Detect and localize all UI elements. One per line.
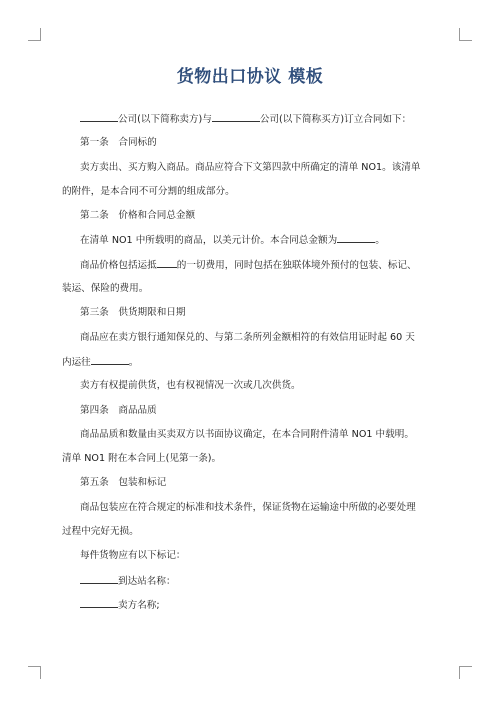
paragraph-line: 过程中完好无损。 (62, 526, 139, 538)
crop-mark-bottom-left (28, 666, 41, 679)
paragraph-line: 装运、保险的费用。 (62, 283, 149, 295)
intro-line: 公司(以下简称卖方)与 公司(以下简称买方)订立合同如下： (62, 112, 440, 125)
article-5-heading: 第五条 包装和标记 (80, 477, 167, 489)
paragraph-line: 内运往 。 (62, 356, 139, 368)
article-3-heading: 第三条 供货期限和日期 (80, 307, 186, 319)
paragraph-line: 卖方有权提前供货，也有权视情况一次或几次供货。 (80, 380, 301, 392)
crop-mark-bottom-right (459, 666, 472, 679)
station-name-blank[interactable] (80, 574, 118, 584)
crop-mark-top-right (459, 28, 472, 41)
article-2-heading: 第二条 价格和合同总金额 (80, 210, 196, 222)
crop-mark-top-left (28, 28, 41, 41)
paragraph-line: 商品价格包括运抵 的一切费用，同时包括在独联体境外预付的包装、标记、 (80, 259, 417, 271)
paragraph-line: 清单 NO1 附在本合同上(见第一条)。 (62, 453, 222, 465)
destination-blank[interactable] (157, 258, 177, 268)
paragraph-line: 每件货物应有以下标记： (80, 550, 186, 562)
total-amount-blank[interactable] (337, 233, 375, 243)
seller-company-blank[interactable] (80, 112, 118, 122)
article-1-heading: 第一条 合同标的 (80, 137, 157, 149)
document-title: 货物出口协议 模板 (176, 67, 324, 87)
paragraph-line: 商品应在卖方银行通知保兑的、与第二条所列金额相符的有效信用证时起 60 天 (80, 331, 415, 343)
paragraph-line: 商品包装应在符合规定的标准和技术条件，保证货物在运输途中所做的必要处理 (80, 501, 416, 513)
paragraph-line: 商品品质和数量由买卖双方以书面协议确定，在本合同附件清单 NO1 中载明。 (80, 428, 414, 440)
seller-name-blank[interactable] (80, 598, 118, 608)
mark-line: 到达站名称： (62, 574, 440, 587)
paragraph-line: 在清单 NO1 中所载明的商品，以美元计价。本合同总金额为 。 (80, 235, 385, 247)
ship-to-blank[interactable] (91, 355, 129, 365)
paragraph-line: 的附件，是本合同不可分割的组成部分。 (62, 185, 235, 197)
article-4-heading: 第四条 商品品质 (80, 404, 157, 416)
paragraph-line: 卖方卖出、买方购入商品。商品应符合下文第四款中所确定的清单 NO1。该清单 (80, 161, 421, 173)
mark-line: 卖方名称; (62, 598, 440, 611)
document-body (62, 112, 440, 622)
buyer-company-blank[interactable] (212, 112, 260, 122)
